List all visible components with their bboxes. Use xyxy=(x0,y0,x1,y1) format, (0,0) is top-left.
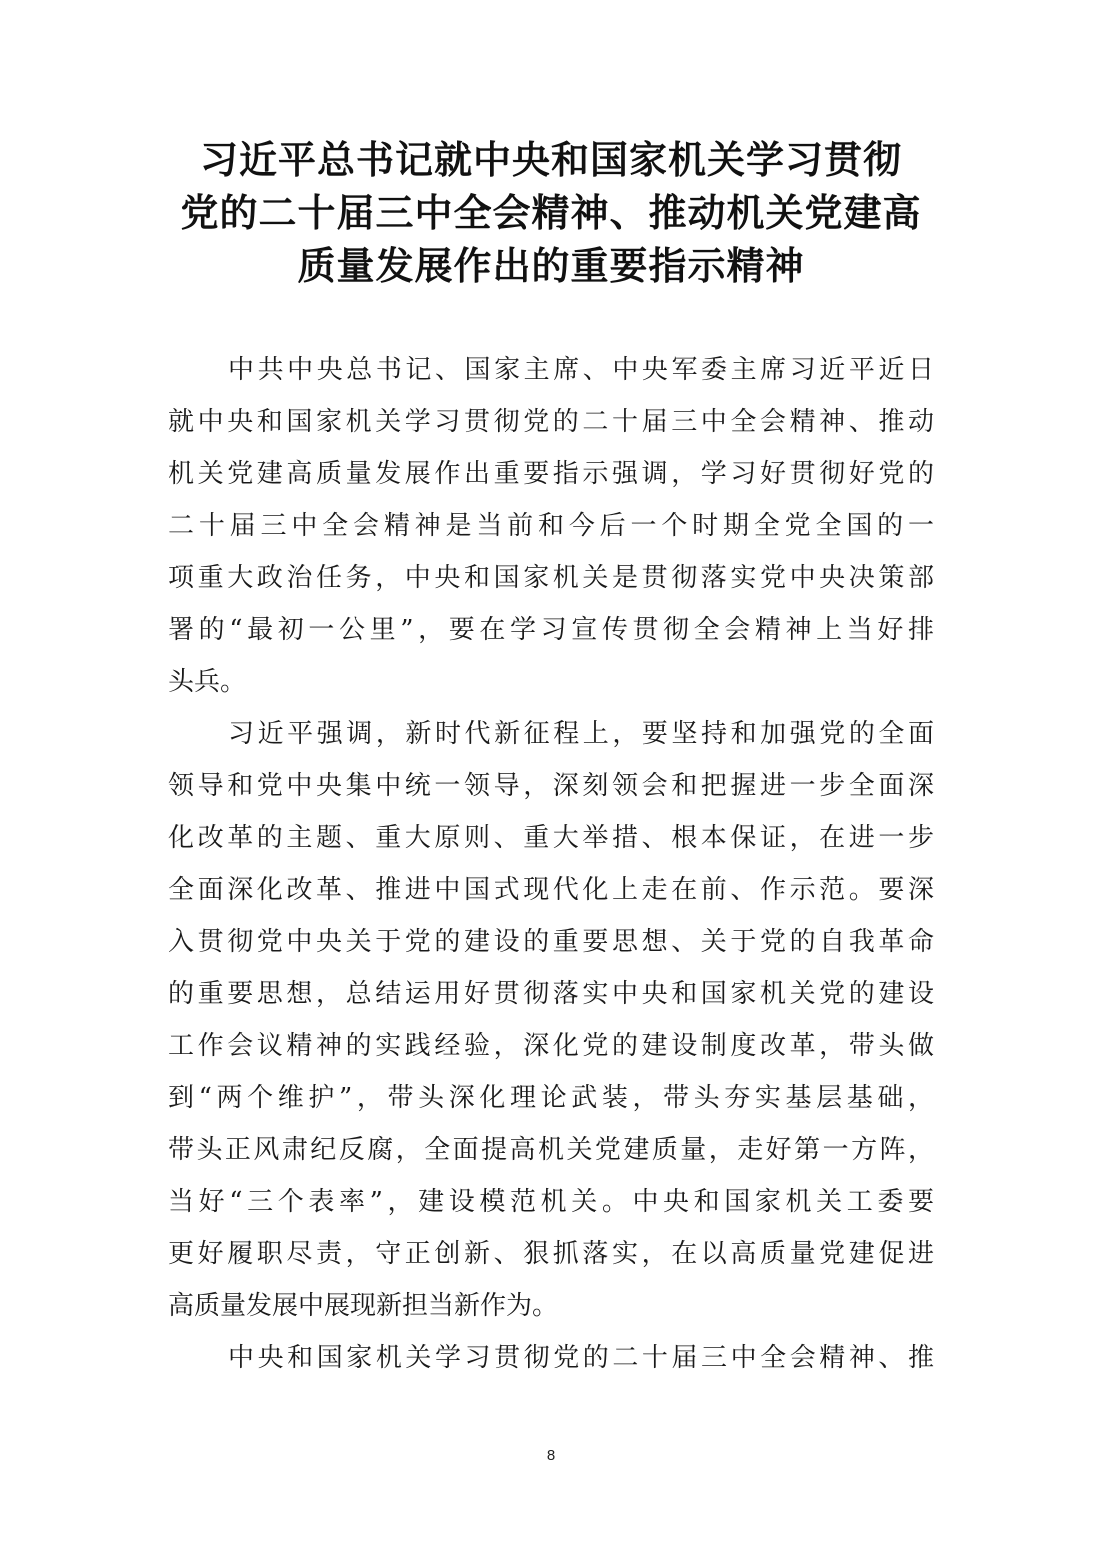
text-line: 更好履职尽责，守正创新、狠抓落实，在以高质量党建促进 xyxy=(168,1239,934,1269)
text-line: 中共中央总书记、国家主席、中央军委主席习近平近日 xyxy=(228,355,934,385)
document-title xyxy=(160,134,942,293)
text-line: 中央和国家机关学习贯彻党的二十届三中全会精神、推 xyxy=(228,1343,934,1373)
document-body xyxy=(168,344,934,1384)
text-line: 领导和党中央集中统一领导，深刻领会和把握进一步全面深 xyxy=(168,771,934,801)
paragraph-3 xyxy=(168,1332,934,1384)
paragraph-1 xyxy=(168,344,934,708)
text-line: 署的“最初一公里”，要在学习宣传贯彻全会精神上当好排 xyxy=(168,615,934,645)
text-line: 工作会议精神的实践经验，深化党的建设制度改革，带头做 xyxy=(168,1031,934,1061)
title-line: 质量发展作出的重要指示精神 xyxy=(297,244,805,288)
text-line: 当好“三个表率”，建设模范机关。中央和国家机关工委要 xyxy=(168,1187,934,1217)
text-line: 项重大政治任务，中央和国家机关是贯彻落实党中央决策部 xyxy=(168,563,934,593)
text-line: 的重要思想，总结运用好贯彻落实中央和国家机关党的建设 xyxy=(168,979,934,1009)
text-line: 全面深化改革、推进中国式现代化上走在前、作示范。要深 xyxy=(168,875,934,905)
page-number: 8 xyxy=(546,1447,556,1464)
text-line: 就中央和国家机关学习贯彻党的二十届三中全会精神、推动 xyxy=(168,407,934,437)
text-line: 机关党建高质量发展作出重要指示强调，学习好贯彻好党的 xyxy=(168,459,934,489)
title-line: 习近平总书记就中央和国家机关学习贯彻 xyxy=(199,138,902,182)
text-line: 到“两个维护”，带头深化理论武装，带头夯实基层基础， xyxy=(168,1083,934,1113)
title-line: 党的二十届三中全会精神、推动机关党建高 xyxy=(180,191,922,235)
paragraph-2 xyxy=(168,708,934,1332)
text-line: 高质量发展中展现新担当新作为。 xyxy=(168,1291,559,1321)
text-line: 入贯彻党中央关于党的建设的重要思想、关于党的自我革命 xyxy=(168,927,934,957)
text-line: 化改革的主题、重大原则、重大举措、根本保证，在进一步 xyxy=(168,823,934,853)
text-line: 二十届三中全会精神是当前和今后一个时期全党全国的一 xyxy=(168,511,934,541)
text-line: 习近平强调，新时代新征程上，要坚持和加强党的全面 xyxy=(228,719,934,749)
text-line: 头兵。 xyxy=(168,667,247,697)
text-line: 带头正风肃纪反腐，全面提高机关党建质量，走好第一方阵， xyxy=(168,1135,934,1165)
